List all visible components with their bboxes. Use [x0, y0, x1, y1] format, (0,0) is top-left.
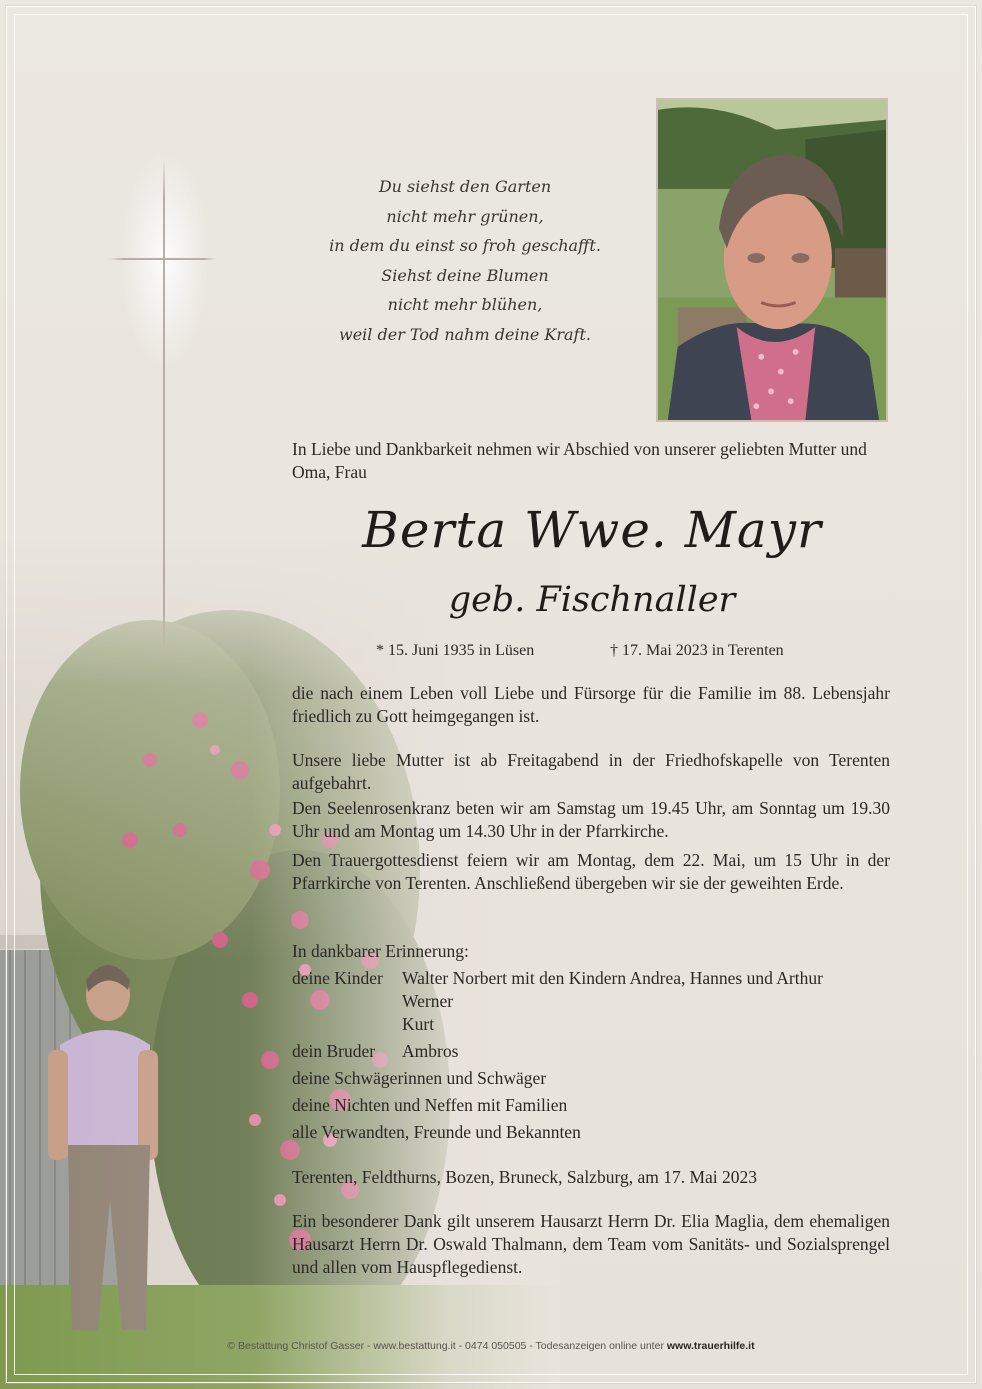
- paragraph-passing: die nach einem Leben voll Liebe und Fürsorge für die Familie im 88. Lebensjahr friedlich zu Gott heimgegangen ist.: [292, 683, 890, 726]
- footer: [0, 1340, 982, 1352]
- brother-name: Ambros: [402, 1041, 459, 1061]
- children-name: Walter Norbert mit den Kindern Andrea, Hannes und Arthur: [402, 968, 823, 988]
- paragraph-rosary: Den Seelenrosenkranz beten wir am Samstag um 19.45 Uhr, am Sonntag um 19.30 Uhr und am Montag um 14.30 Uhr in der Pfarrkirche.: [292, 798, 890, 841]
- list-item: [292, 1013, 892, 1036]
- poem-line: nicht mehr blühen,: [387, 295, 543, 314]
- children-name: Kurt: [402, 1014, 435, 1034]
- maiden-name: geb. Fischnaller: [448, 580, 736, 620]
- place-date: Terenten, Feldthurns, Bozen, Bruneck, Salzburg, am 17. Mai 2023: [292, 1167, 758, 1187]
- intro-text: In Liebe und Dankbarkeit nehmen wir Abschied von unserer geliebten Mutter und Oma, Frau: [292, 439, 867, 482]
- portrait-photo: [656, 98, 888, 422]
- list-item: deine Nichten und Neffen mit Familien: [292, 1095, 568, 1115]
- paragraph-funeral: Den Trauergottesdienst feiern wir am Montag, dem 22. Mai, um 15 Uhr in der Pfarrkirche von Terenten. Anschließend übergeben wir sie der geweihten Erde.: [292, 850, 890, 893]
- relatives-heading: In dankbarer Erinnerung:: [292, 941, 469, 961]
- cross-icon-vertical: [163, 158, 165, 654]
- brother-label: dein Bruder: [292, 1041, 376, 1061]
- children-name: Werner: [402, 991, 454, 1011]
- footer-link[interactable]: www.trauerhilfe.it: [666, 1340, 755, 1352]
- footer-text: © Bestattung Christof Gasser - www.bestattung.it - 0474 050505 - Todesanzeigen online unter: [227, 1340, 664, 1352]
- thanks-paragraph: Ein besonderer Dank gilt unserem Hausarzt Herrn Dr. Elia Maglia, dem ehemaligen Hausarzt Herrn Dr. Oswald Thalmann, dem Team vom Sanitäts- und Sozialsprengel und allen vom Hauspflegedienst.: [292, 1211, 890, 1277]
- birth-date: * 15. Juni 1935 in Lüsen: [376, 642, 535, 659]
- poem-line: Du siehst den Garten: [378, 177, 552, 196]
- list-item: alle Verwandten, Freunde und Bekannten: [292, 1122, 581, 1142]
- list-item: [292, 1040, 892, 1063]
- cross-glow: [120, 150, 210, 370]
- poem-line: in dem du einst so froh geschafft.: [329, 236, 601, 255]
- cross-icon-horizontal: [110, 258, 216, 260]
- poem-line: weil der Tod nahm deine Kraft.: [339, 324, 591, 344]
- death-date: † 17. Mai 2023 in Terenten: [610, 642, 784, 659]
- relatives-list: [292, 940, 892, 1144]
- memorial-poem: [300, 172, 630, 349]
- list-item: [292, 967, 892, 990]
- paragraph-viewing: Unsere liebe Mutter ist ab Freitagabend in der Friedhofskapelle von Terenten aufgebahrt.: [292, 750, 890, 793]
- list-item: deine Schwägerinnen und Schwäger: [292, 1068, 547, 1088]
- children-label: deine Kinder: [292, 968, 383, 988]
- poem-line: Siehst deine Blumen: [381, 265, 549, 285]
- poem-line: nicht mehr grünen,: [386, 206, 544, 226]
- deceased-name: Berta Wwe. Mayr: [362, 501, 822, 559]
- list-item: [292, 990, 892, 1013]
